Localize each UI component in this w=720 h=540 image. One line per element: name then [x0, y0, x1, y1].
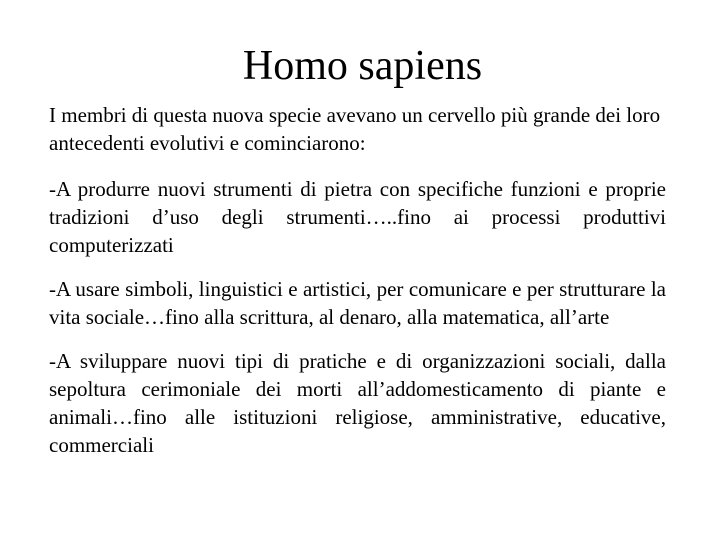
- list-item: -A sviluppare nuovi tipi di pratiche e di organizzazioni sociali, dalla sepoltura cerimoniale dei morti all’addomesticamento di piante e animali…fino alle istituzioni religiose, amministrative, educative, commerciali: [49, 349, 666, 457]
- list-item: -A usare simboli, linguistici e artistici, per comunicare e per strutturare la vita sociale…fino alla scrittura, al denaro, alla matematica, all’arte: [49, 277, 666, 329]
- intro-paragraph: I membri di questa nuova specie avevano un cervello più grande dei loro antecedenti evolutivi e cominciarono:: [49, 103, 661, 155]
- bullet-list: [49, 175, 666, 475]
- list-item: -A produrre nuovi strumenti di pietra con specifiche funzioni e proprie tradizioni d’uso degli strumenti…..fino ai processi produttivi computerizzati: [49, 177, 666, 257]
- slide-title: Homo sapiens: [242, 43, 483, 89]
